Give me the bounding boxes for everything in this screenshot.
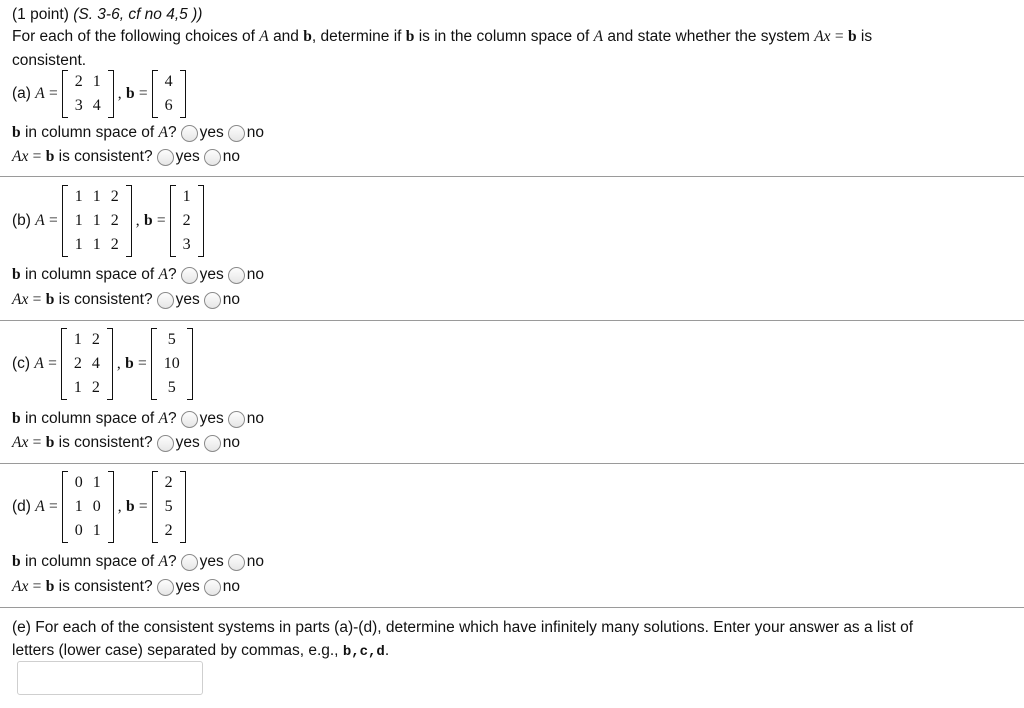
matrix-cell: 5	[164, 498, 173, 515]
matrix-cell: 2	[110, 212, 119, 229]
matrix-cell: 4	[164, 73, 173, 90]
part-c-matrices: (c) A = 1 2 2 4 1 2 , b = 5 10 5	[12, 328, 197, 400]
part-d-matrices: (d) A = 0 1 1 0 0 1 , b = 2 5 2	[12, 471, 190, 543]
divider	[0, 607, 1024, 608]
part-a-question-consistent: Ax = b is consistent? yes no	[12, 148, 240, 165]
part-d-consistent-yes[interactable]: yes	[153, 578, 200, 596]
matrix-cell: 2	[164, 522, 173, 539]
part-a-column-space-yes[interactable]: yes	[177, 124, 224, 142]
part-d-consistent-no[interactable]: no	[200, 578, 240, 596]
radio-button[interactable]	[157, 292, 174, 309]
part-label: (d)	[12, 498, 31, 515]
matrix-cell: 4	[92, 97, 101, 114]
divider	[0, 463, 1024, 464]
matrix-cell: 0	[74, 474, 83, 491]
part-b-column-space-yes[interactable]: yes	[177, 266, 224, 284]
radio-button[interactable]	[181, 411, 198, 428]
matrix-cell: 4	[91, 355, 100, 372]
part-a-column-space-no[interactable]: no	[224, 124, 264, 142]
answer-input[interactable]	[17, 661, 203, 695]
matrix-cell: 1	[73, 331, 82, 348]
part-a-consistent-no[interactable]: no	[200, 148, 240, 166]
part-c-column-space-no[interactable]: no	[224, 410, 264, 428]
part-b-matrices: (b) A = 1 1 2 1 1 2 1 1 2 , b = 1 2 3	[12, 185, 208, 257]
radio-button[interactable]	[204, 149, 221, 166]
matrix-cell: 2	[182, 212, 191, 229]
radio-button[interactable]	[228, 125, 245, 142]
matrix-cell: 0	[92, 498, 101, 515]
instructions-line-2: consistent.	[12, 52, 87, 69]
radio-button[interactable]	[157, 579, 174, 596]
part-c-consistent-yes[interactable]: yes	[153, 434, 200, 452]
part-b-consistent-yes[interactable]: yes	[153, 291, 200, 309]
matrix-cell: 1	[92, 522, 101, 539]
radio-button[interactable]	[157, 435, 174, 452]
radio-button[interactable]	[204, 435, 221, 452]
problem-header	[12, 6, 202, 24]
matrix-A	[62, 70, 114, 118]
example-answer: b,c,d	[342, 644, 385, 660]
matrix-A	[62, 471, 114, 543]
matrix-A	[61, 328, 113, 400]
points-label: (1 point)	[12, 6, 69, 23]
matrix-cell: 2	[74, 73, 83, 90]
part-b-consistent-no[interactable]: no	[200, 291, 240, 309]
matrix-cell: 1	[92, 188, 101, 205]
matrix-cell: 2	[73, 355, 82, 372]
matrix-cell: 1	[92, 236, 101, 253]
matrix-cell: 2	[91, 379, 100, 396]
radio-button[interactable]	[157, 149, 174, 166]
part-c-question-consistent: Ax = b is consistent? yes no	[12, 434, 240, 451]
matrix-cell: 3	[74, 97, 83, 114]
part-a-question-column-space: b in column space of A ? yes no	[12, 124, 264, 141]
part-c-column-space-yes[interactable]: yes	[177, 410, 224, 428]
part-a-matrices: (a) A = 2 1 3 4 , b = 4 6	[12, 70, 190, 118]
vector-b	[152, 70, 186, 118]
matrix-cell: 1	[74, 236, 83, 253]
radio-button[interactable]	[204, 292, 221, 309]
matrix-cell: 1	[182, 188, 191, 205]
part-e-line-2: letters (lower case) separated by commas, e.g., b,c,d.	[12, 642, 390, 660]
part-d-question-column-space: b in column space of A ? yes no	[12, 553, 264, 570]
source-label: (S. 3-6, cf no 4,5 ))	[73, 6, 203, 23]
matrix-cell: 1	[74, 212, 83, 229]
instructions-line-1: For each of the following choices of A and b, determine if b is in the column space of A and state whether the system Ax = b is	[12, 28, 873, 45]
vector-b	[152, 471, 186, 543]
part-label: (c)	[12, 355, 31, 372]
matrix-cell: 2	[164, 474, 173, 491]
radio-button[interactable]	[228, 411, 245, 428]
matrix-cell: 1	[74, 188, 83, 205]
part-e-line-1: (e) For each of the consistent systems in parts (a)-(d), determine which have infinitely many solutions. Enter your answer as a list of	[12, 619, 914, 636]
matrix-cell: 0	[74, 522, 83, 539]
matrix-cell: 1	[73, 379, 82, 396]
matrix-cell: 10	[163, 355, 180, 372]
part-d-column-space-yes[interactable]: yes	[177, 553, 224, 571]
part-b-column-space-no[interactable]: no	[224, 266, 264, 284]
matrix-cell: 6	[164, 97, 173, 114]
part-b-question-consistent: Ax = b is consistent? yes no	[12, 291, 240, 308]
vector-b	[151, 328, 193, 400]
part-d-column-space-no[interactable]: no	[224, 553, 264, 571]
matrix-cell: 3	[182, 236, 191, 253]
part-label: (b)	[12, 212, 31, 229]
matrix-cell: 1	[92, 73, 101, 90]
matrix-cell: 5	[167, 379, 176, 396]
matrix-cell: 2	[91, 331, 100, 348]
radio-button[interactable]	[204, 579, 221, 596]
matrix-cell: 1	[92, 212, 101, 229]
divider	[0, 176, 1024, 177]
part-b-question-column-space: b in column space of A ? yes no	[12, 266, 264, 283]
part-d-question-consistent: Ax = b is consistent? yes no	[12, 578, 240, 595]
radio-button[interactable]	[181, 554, 198, 571]
radio-button[interactable]	[181, 125, 198, 142]
matrix-cell: 1	[92, 474, 101, 491]
divider	[0, 320, 1024, 321]
radio-button[interactable]	[228, 267, 245, 284]
matrix-cell: 2	[110, 188, 119, 205]
vector-b	[170, 185, 204, 257]
radio-button[interactable]	[181, 267, 198, 284]
part-a-consistent-yes[interactable]: yes	[153, 148, 200, 166]
matrix-A	[62, 185, 132, 257]
matrix-cell: 1	[74, 498, 83, 515]
radio-button[interactable]	[228, 554, 245, 571]
matrix-cell: 2	[110, 236, 119, 253]
part-c-question-column-space: b in column space of A ? yes no	[12, 410, 264, 427]
part-c-consistent-no[interactable]: no	[200, 434, 240, 452]
matrix-cell: 5	[167, 331, 176, 348]
part-label: (a)	[12, 85, 31, 102]
